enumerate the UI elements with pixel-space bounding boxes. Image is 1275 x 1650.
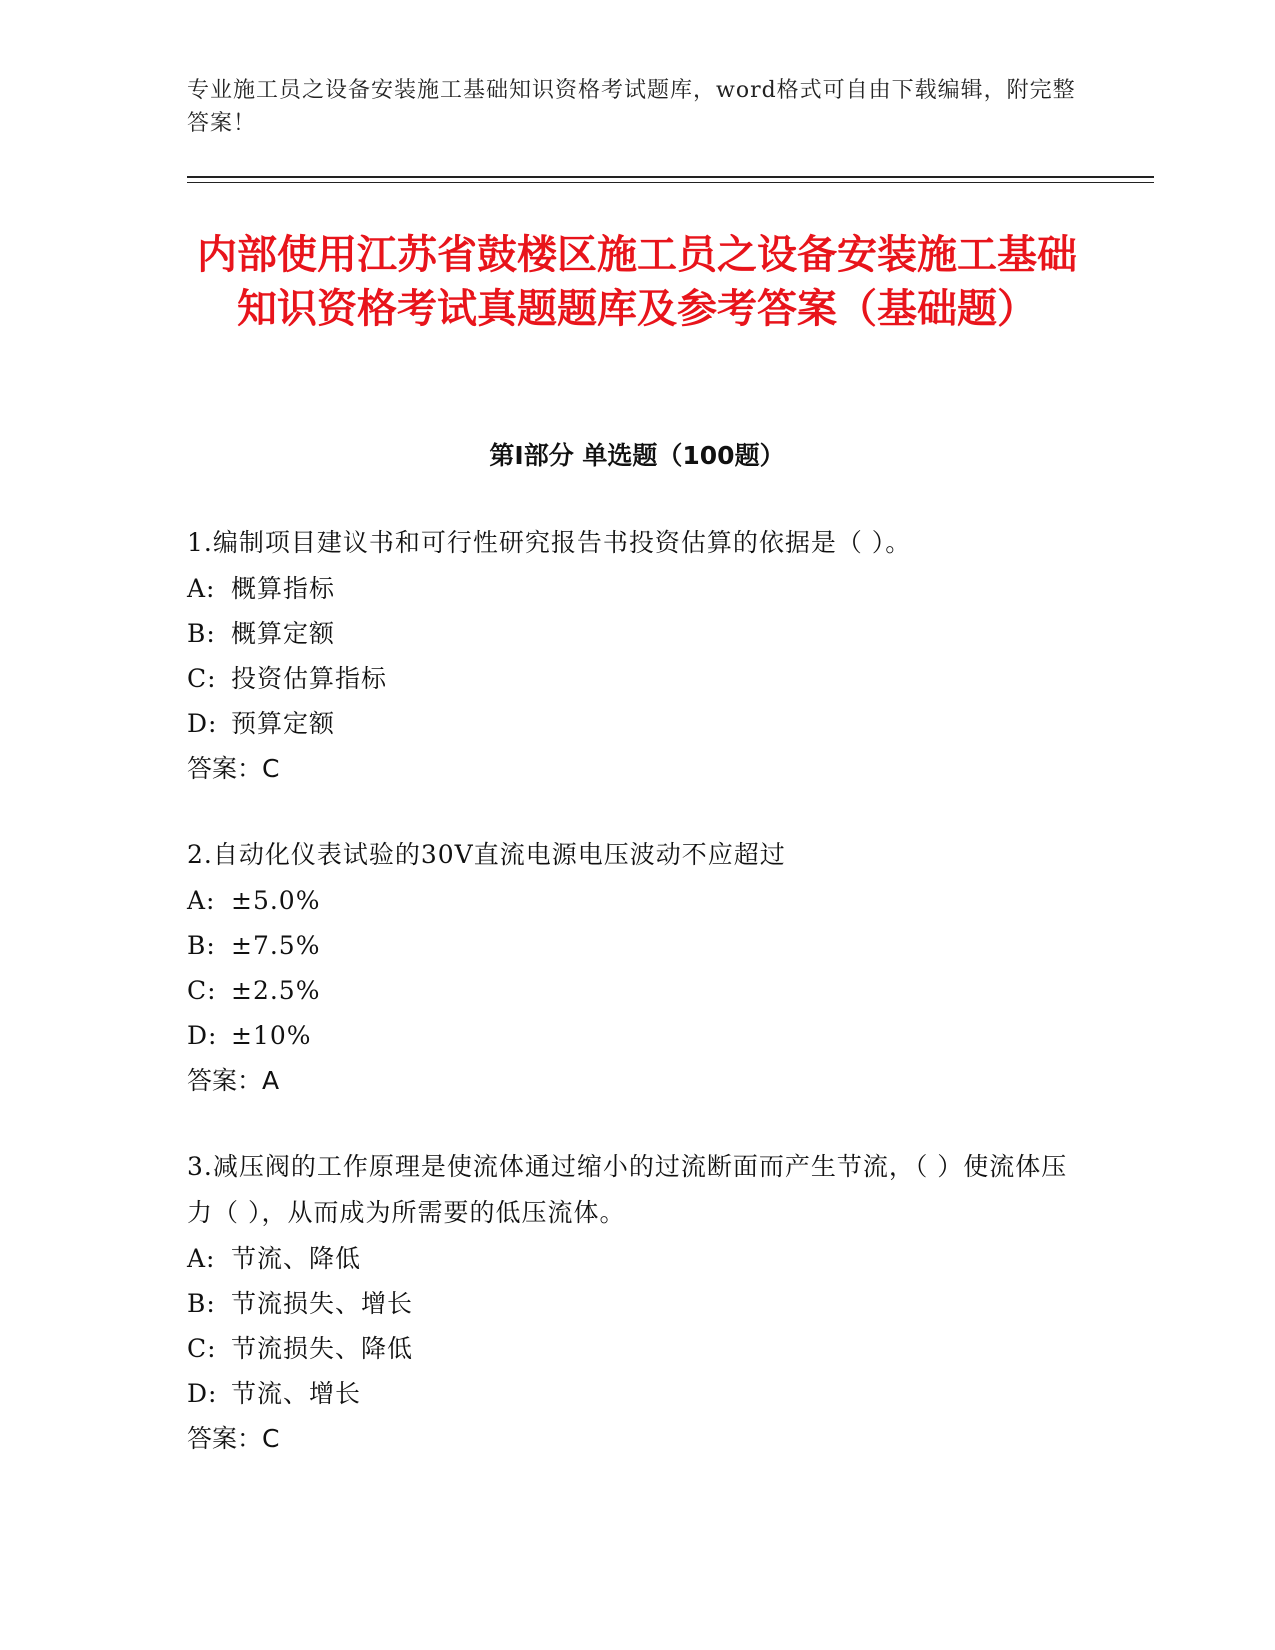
document-title: 内部使用江苏省鼓楼区施工员之设备安装施工基础知识资格考试真题题库及参考答案（基础题）: [197, 232, 1077, 332]
option-a: [187, 566, 1087, 611]
option-letter: D:: [187, 1379, 218, 1408]
header-rule-thin: [187, 182, 1154, 183]
option-text: ±2.5%: [231, 976, 321, 1005]
option-letter: A:: [187, 1244, 216, 1273]
option-c: [187, 656, 1087, 701]
answer-line: 答案：A: [187, 1066, 280, 1095]
option-letter: D:: [187, 709, 218, 738]
option-d: [187, 1371, 1087, 1416]
option-b: [187, 923, 1087, 968]
option-text: 概算指标: [231, 574, 336, 603]
option-text: ±10%: [231, 1021, 312, 1050]
option-letter: D:: [187, 1021, 218, 1050]
option-text: 节流损失、增长: [231, 1289, 414, 1318]
option-letter: A:: [187, 886, 216, 915]
option-c: [187, 1326, 1087, 1371]
option-text: 节流损失、降低: [231, 1334, 414, 1363]
option-letter: A:: [187, 574, 216, 603]
question-item: [187, 520, 1087, 792]
option-a: [187, 1236, 1087, 1281]
question-item: [187, 832, 1087, 1104]
question-list: [187, 520, 1087, 1502]
option-text: 节流、降低: [231, 1244, 362, 1273]
option-c: [187, 968, 1087, 1013]
question-stem: 3.减压阀的工作原理是使流体通过缩小的过流断面而产生节流，（ ）使流体压力（ ），从而成为所需要的低压流体。: [187, 1152, 1068, 1227]
header-note: 专业施工员之设备安装施工基础知识资格考试题库，word格式可自由下载编辑，附完整答案！: [187, 78, 1076, 136]
option-text: 预算定额: [231, 709, 336, 738]
option-letter: C:: [187, 976, 217, 1005]
option-letter: B:: [187, 1289, 216, 1318]
question-stem: 1.编制项目建议书和可行性研究报告书投资估算的依据是（ ）。: [187, 528, 912, 557]
option-d: [187, 1013, 1087, 1058]
option-text: 概算定额: [231, 619, 336, 648]
option-letter: B:: [187, 931, 216, 960]
option-text: ±7.5%: [231, 931, 321, 960]
option-text: 节流、增长: [231, 1379, 362, 1408]
option-letter: C:: [187, 1334, 217, 1363]
option-d: [187, 701, 1087, 746]
header-rule-thick: [187, 176, 1154, 178]
section-title: 第I部分 单选题（100题）: [489, 441, 785, 470]
question-stem: 2.自动化仪表试验的30V直流电源电压波动不应超过: [187, 840, 786, 869]
question-item: [187, 1144, 1087, 1462]
answer-line: 答案：C: [187, 754, 280, 783]
option-a: [187, 878, 1087, 923]
option-letter: C:: [187, 664, 217, 693]
answer-line: 答案：C: [187, 1424, 280, 1453]
option-b: [187, 1281, 1087, 1326]
option-text: 投资估算指标: [231, 664, 388, 693]
option-letter: B:: [187, 619, 216, 648]
option-text: ±5.0%: [231, 886, 321, 915]
option-b: [187, 611, 1087, 656]
